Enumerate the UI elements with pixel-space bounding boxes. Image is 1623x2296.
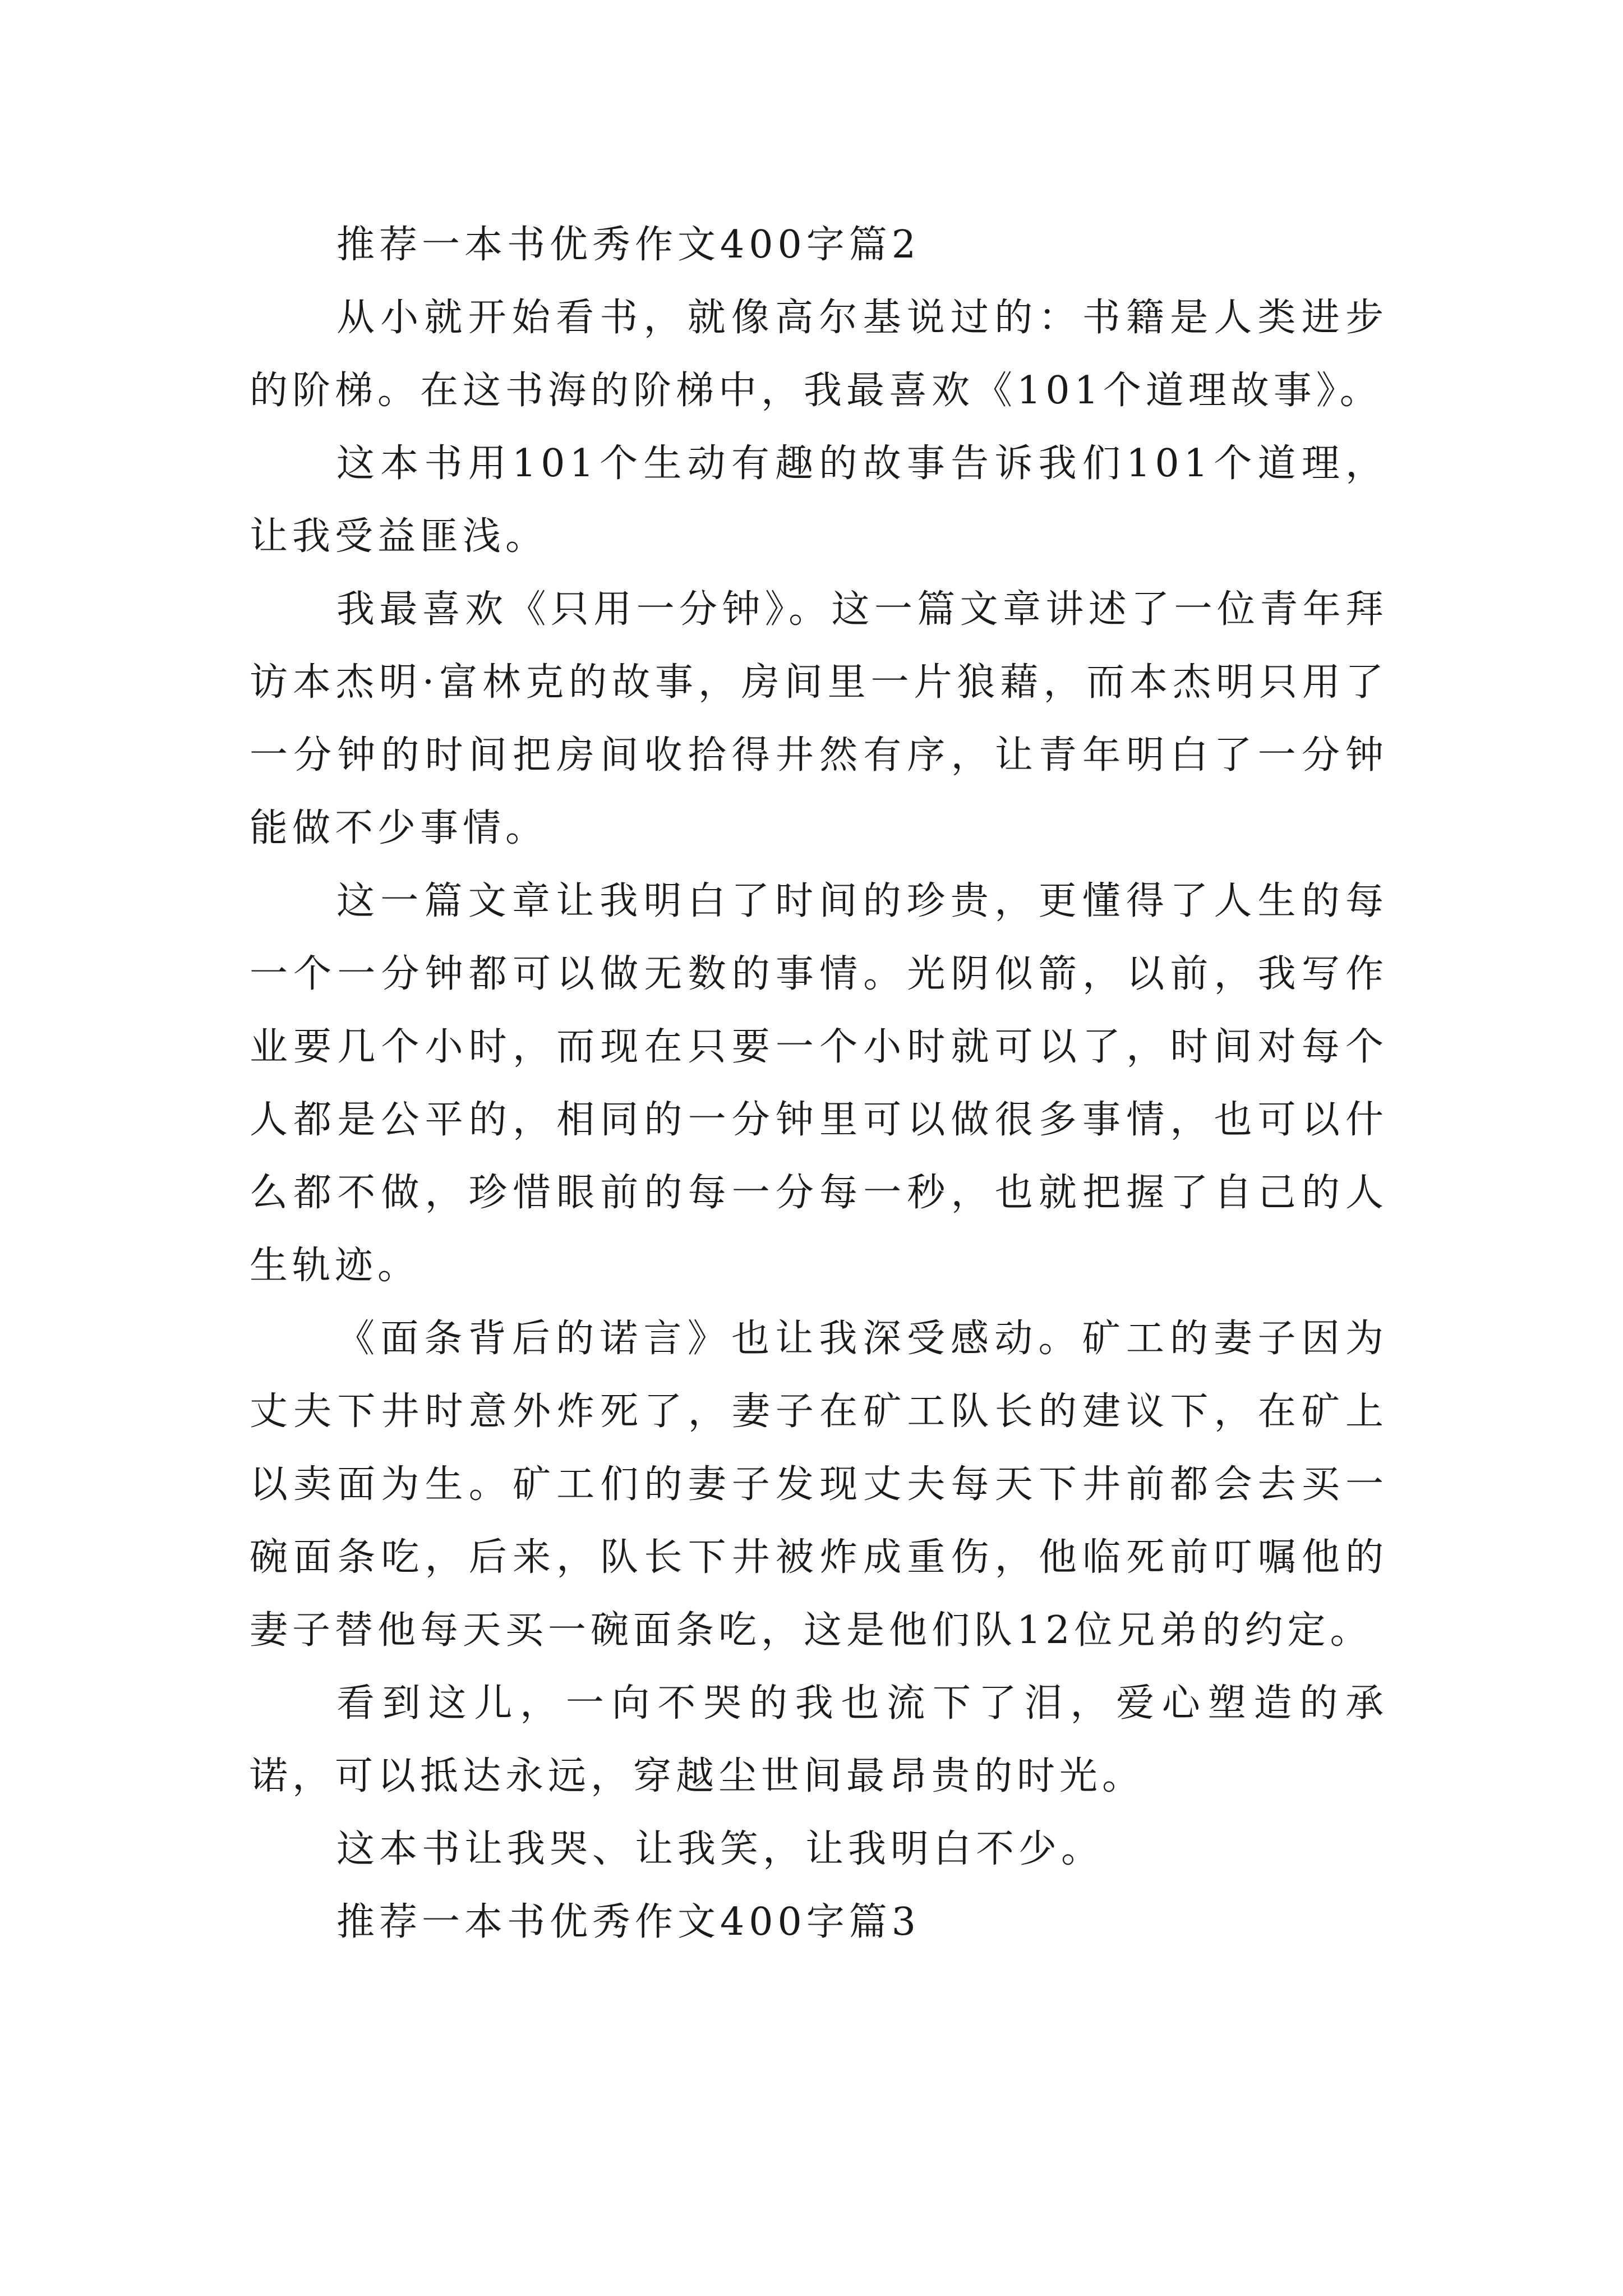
paragraph-7: 这本书让我哭、让我笑，让我明白不少。: [336, 1827, 1104, 1871]
paragraph-2: 这本书用101个生动有趣的故事告诉我们101个道理，让我受益匪浅。: [250, 441, 1388, 559]
paragraph-1: 从小就开始看书，就像高尔基说过的：书籍是人类进步的阶梯。在这书海的阶梯中，我最喜欢《101个道理故事》。: [250, 296, 1388, 413]
paragraph-5: 《面条背后的诺言》也让我深受感动。矿工的妻子因为丈夫下井时意外炸死了，妻子在矿工队长的建议下，在矿上以卖面为生。矿工们的妻子发现丈夫每天下井前都会去买一碗面条吃，后来，队长下井被炸成重伤，他临死前叮嘱他的妻子替他每天买一碗面条吃，这是他们队12位兄弟的约定。: [250, 1317, 1388, 1653]
paragraph-6: 看到这儿，一向不哭的我也流下了泪，爱心塑造的承诺，可以抵达永远，穿越尘世间最昂贵的时光。: [250, 1681, 1388, 1798]
paragraph-3: 我最喜欢《只用一分钟》。这一篇文章讲述了一位青年拜访本杰明·富林克的故事，房间里一片狼藉，而本杰明只用了一分钟的时间把房间收拾得井然有序，让青年明白了一分钟能做不少事情。: [250, 587, 1388, 850]
section-heading-3: 推荐一本书优秀作文400字篇3: [336, 1900, 921, 1944]
paragraph-4: 这一篇文章让我明白了时间的珍贵，更懂得了人生的每一个一分钟都可以做无数的事情。光阴似箭，以前，我写作业要几个小时，而现在只要一个小时就可以了，时间对每个人都是公平的，相同的一分钟里可以做很多事情，也可以什么都不做，珍惜眼前的每一分每一秒，也就把握了自己的人生轨迹。: [250, 879, 1388, 1288]
document-body: [250, 209, 1388, 1959]
section-heading-2: 推荐一本书优秀作文400字篇2: [336, 223, 921, 267]
